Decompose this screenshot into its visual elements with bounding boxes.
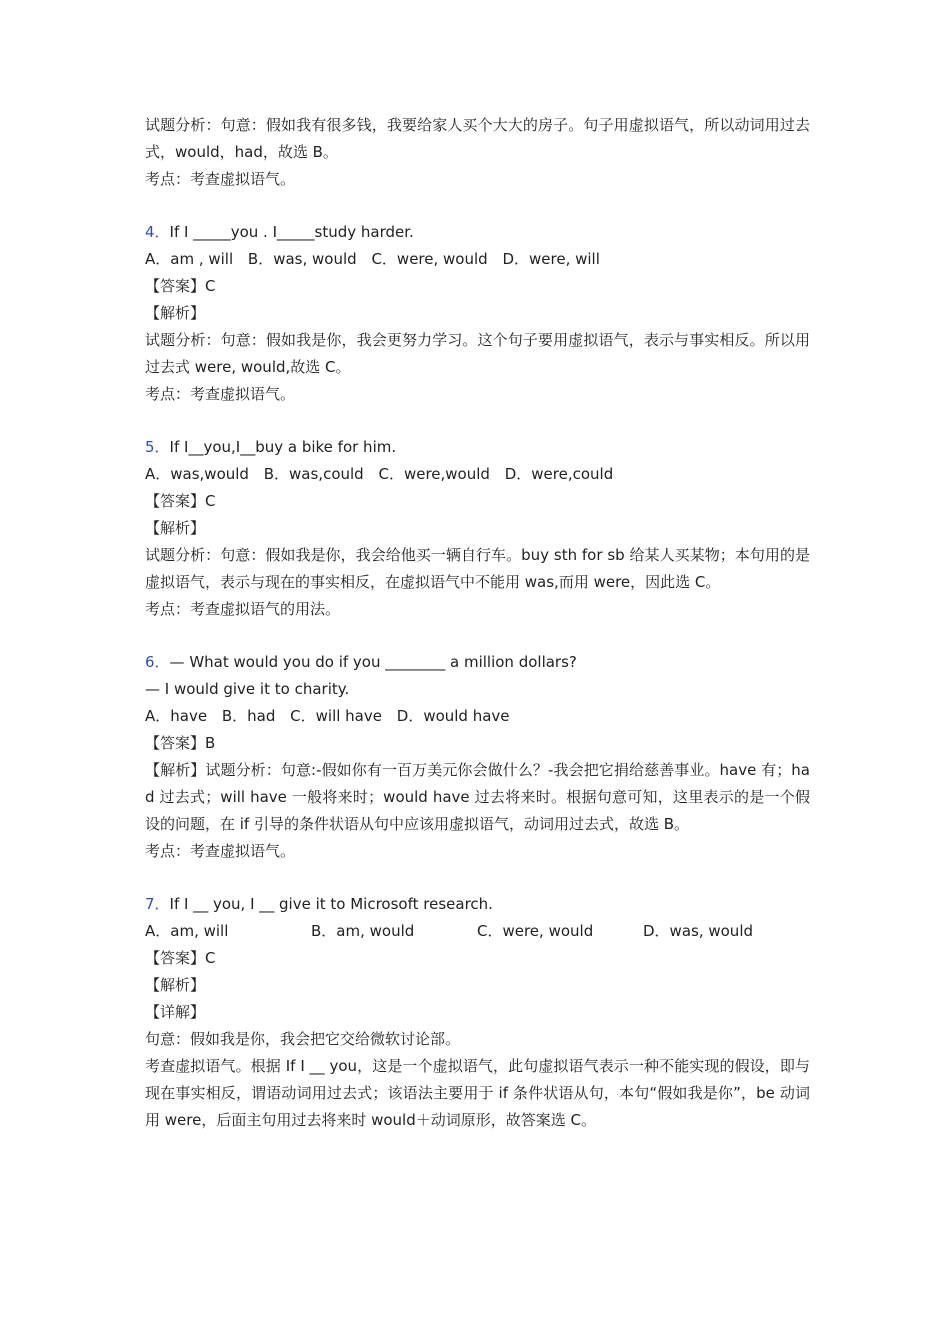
q5-number: 5． xyxy=(145,438,170,456)
q4-jiexi-heading: 【解析】 xyxy=(145,304,206,322)
q6-stem: — What would you do if you ________ a million dollars? xyxy=(169,653,577,671)
q6-point: 考点：考查虚拟语气。 xyxy=(145,842,296,860)
q4-stem-line xyxy=(145,219,810,246)
q3-analysis: 试题分析：句意：假如我有很多钱，我要给家人买个大大的房子。句子用虚拟语气，所以动词用过去式，would，had，故选 B。 xyxy=(145,116,810,161)
q6-option-d: D．would have xyxy=(396,707,510,725)
q4-option-a: A．am , will xyxy=(145,250,234,268)
q7-meaning: 句意：假如我是你，我会把它交给微软讨论部。 xyxy=(145,1030,461,1048)
q7-stem: If I __ you, I __ give it to Microsoft research. xyxy=(169,895,493,913)
q7-options xyxy=(145,918,810,945)
q7-xiangjie-heading: 【详解】 xyxy=(145,1003,206,1021)
q5-analysis: 试题分析：句意：假如我是你，我会给他买一辆自行车。buy sth for sb 给某人买某物；本句用的是虚拟语气，表示与现在的事实相反，在虚拟语气中不能用 was,而用 were，因此选 C。 xyxy=(145,546,810,591)
q4-stem: If I _____you . I_____study harder. xyxy=(169,223,414,241)
q6-stem-line xyxy=(145,649,810,676)
q6-option-a: A．have xyxy=(145,707,208,725)
q4-analysis: 试题分析：句意：假如我是你，我会更努力学习。这个句子要用虚拟语气，表示与事实相反。所以用过去式 were, would,故选 C。 xyxy=(145,331,810,376)
q5-option-d: D．were,could xyxy=(504,465,614,483)
q6-number: 6． xyxy=(145,653,170,671)
spacer xyxy=(145,865,810,891)
q7-option-b: B．am, would xyxy=(311,922,415,940)
q7-jiexi-heading: 【解析】 xyxy=(145,976,206,994)
q6-option-b: B．had xyxy=(221,707,276,725)
q4-answer: 【答案】C xyxy=(145,277,216,295)
q7-answer: 【答案】C xyxy=(145,949,216,967)
q4-option-d: D．were, will xyxy=(502,250,600,268)
q7-option-d: D．was, would xyxy=(643,922,754,940)
q4-number: 4． xyxy=(145,223,170,241)
q5-point: 考点：考查虚拟语气的用法。 xyxy=(145,600,341,618)
q6-option-c: C．will have xyxy=(290,707,382,725)
q5-option-b: B．was,could xyxy=(263,465,364,483)
spacer xyxy=(145,193,810,219)
spacer xyxy=(145,408,810,434)
q4-option-b: B．was, would xyxy=(247,250,357,268)
q7-option-c: C．were, would xyxy=(477,922,594,940)
q5-jiexi-heading: 【解析】 xyxy=(145,519,206,537)
q5-option-a: A．was,would xyxy=(145,465,249,483)
q4-point: 考点：考查虚拟语气。 xyxy=(145,385,296,403)
q5-option-c: C．were,would xyxy=(378,465,490,483)
q6-answer: 【答案】B xyxy=(145,734,216,752)
q5-options xyxy=(145,461,810,488)
q3-point: 考点：考查虚拟语气。 xyxy=(145,170,296,188)
q4-option-c: C．were, would xyxy=(371,250,488,268)
q7-stem-line xyxy=(145,891,810,918)
q4-options xyxy=(145,246,810,273)
q5-stem: If I__you,I__buy a bike for him. xyxy=(169,438,397,456)
q5-answer: 【答案】C xyxy=(145,492,216,510)
question-content xyxy=(145,112,810,1134)
q5-stem-line xyxy=(145,434,810,461)
q6-stem-reply: — I would give it to charity. xyxy=(145,680,350,698)
q7-number: 7． xyxy=(145,895,170,913)
q6-analysis: 【解析】试题分析：句意:-假如你有一百万美元你会做什么？-我会把它捐给慈善事业。have 有；had 过去式；will have 一般将来时；would have 过去将来时。根据句意可知，这里表示的是一个假设的问题，在 if 引导的条件状语从句中应该用虚拟语气，动词用过去式，故选 B。 xyxy=(145,761,810,833)
q7-option-a: A．am, will xyxy=(145,922,229,940)
q6-options xyxy=(145,703,810,730)
q7-analysis: 考查虚拟语气。根据 If I __ you，这是一个虚拟语气，此句虚拟语气表示一种不能实现的假设，即与现在事实相反，谓语动词用过去式；该语法主要用于 if 条件状语从句，本句“假如我是你”，be 动词用 were，后面主句用过去将来时 would＋动词原形，故答案选 C。 xyxy=(145,1057,810,1129)
spacer xyxy=(145,623,810,649)
